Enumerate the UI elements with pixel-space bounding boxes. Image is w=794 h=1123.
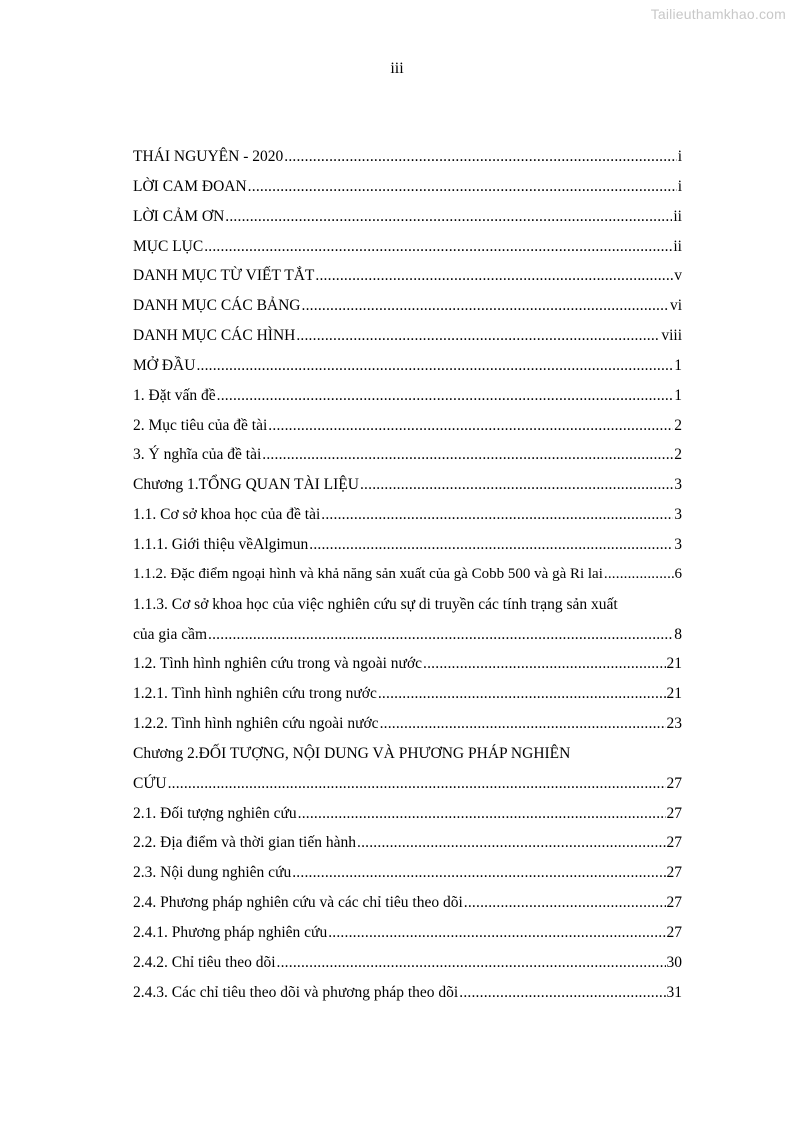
toc-entry-page: 23 [666, 715, 682, 733]
toc-entry[interactable] [133, 918, 682, 948]
toc-entry-label: 2.4.1. Phương pháp nghiên cứu [133, 923, 328, 941]
toc-entry[interactable] [133, 709, 682, 739]
dot-leader [315, 261, 673, 291]
toc-entry-label: DANH MỤC CÁC HÌNH [133, 327, 296, 345]
toc-entry-label: 1.1.1. Giới thiệu vềAlgimun [133, 535, 309, 553]
toc-entry-page: 30 [666, 953, 682, 971]
toc-entry-label: 2.4. Phương pháp nghiên cứu và các chỉ tiêu theo dõi [133, 894, 463, 912]
toc-entry-label: 1.1.2. Đặc điểm ngoại hình và khả năng sản xuất của gà Cobb 500 và gà Ri lai [133, 565, 603, 582]
toc-entry[interactable] [133, 321, 682, 351]
dot-leader [328, 918, 665, 948]
dot-leader [292, 858, 665, 888]
toc-entry-page: 1 [674, 386, 682, 404]
toc-entry[interactable] [133, 978, 682, 1008]
dot-leader [296, 321, 660, 351]
toc-entry-label: Chương 1.TỔNG QUAN TÀI LIỆU [133, 476, 359, 494]
toc-entry-label: 2.4.3. Các chỉ tiêu theo dõi và phương pháp theo dõi [133, 983, 459, 1001]
toc-entry-label: 1.2.1. Tình hình nghiên cứu trong nước [133, 685, 377, 703]
toc-entry[interactable] [133, 411, 682, 441]
toc-entry[interactable] [133, 381, 682, 411]
dot-leader [168, 769, 666, 799]
toc-entry-label: CỨU [133, 774, 167, 792]
toc-entry-label: của gia cầm [133, 625, 208, 643]
dot-leader [268, 411, 673, 441]
toc-entry-label: LỜI CẢM ƠN [133, 207, 225, 225]
toc-entry[interactable] [133, 858, 682, 888]
dot-leader [321, 500, 673, 530]
dot-leader [464, 888, 666, 918]
dot-leader [459, 978, 665, 1008]
dot-leader [196, 351, 673, 381]
toc-entry[interactable] [133, 620, 682, 650]
dot-leader [248, 172, 677, 202]
dot-leader [262, 440, 673, 470]
dot-leader [378, 679, 666, 709]
toc-entry-page: 27 [666, 804, 682, 822]
toc-entry-page: v [674, 267, 682, 285]
watermark: Tailieuthamkhao.com [650, 6, 786, 22]
toc-entry[interactable] [133, 470, 682, 500]
toc-entry-label: DANH MỤC CÁC BẢNG [133, 297, 301, 315]
toc-entry-page: 8 [674, 625, 682, 643]
toc-entry-label: 2. Mục tiêu của đề tài [133, 416, 268, 434]
toc-entry-continued-line[interactable]: 1.1.3. Cơ sở khoa học của việc nghiên cứu sự di truyền các tính trạng sản xuất [133, 595, 618, 613]
dot-leader [360, 470, 673, 500]
toc-entry-label: 3. Ý nghĩa của đề tài [133, 446, 262, 464]
toc-entry-label: 2.3. Nội dung nghiên cứu [133, 864, 292, 882]
toc-entry-page: 3 [674, 535, 682, 553]
dot-leader [357, 828, 666, 858]
toc-entry-page: 21 [666, 685, 682, 703]
dot-leader [284, 142, 676, 172]
toc-entry[interactable] [133, 172, 682, 202]
toc-entry-page: 2 [674, 416, 682, 434]
toc-entry[interactable] [133, 679, 682, 709]
toc-entry-label: 1. Đặt vấn đề [133, 386, 216, 404]
toc-entry[interactable] [133, 440, 682, 470]
toc-entry-label: MỤC LỤC [133, 237, 204, 255]
toc-entry[interactable] [133, 261, 682, 291]
toc-entry-page: 3 [674, 476, 682, 494]
toc-entry[interactable] [133, 560, 682, 590]
toc-entry-page: 27 [666, 834, 682, 852]
toc-entry-label: LỜI CAM ĐOAN [133, 177, 247, 195]
dot-leader [217, 381, 674, 411]
toc-entry-page: ii [673, 237, 682, 255]
toc-entry-page: 27 [666, 923, 682, 941]
toc-entry[interactable] [133, 799, 682, 829]
dot-leader [423, 649, 665, 679]
toc-entry[interactable] [133, 351, 682, 381]
toc-entry-page: 21 [666, 655, 682, 673]
toc-entry[interactable] [133, 649, 682, 679]
dot-leader [204, 232, 672, 262]
toc-entry[interactable] [133, 530, 682, 560]
page-number: iii [390, 60, 404, 77]
toc-entry-page: i [677, 148, 682, 165]
toc-entry-page: viii [661, 327, 682, 345]
dot-leader [225, 202, 672, 232]
toc-entry[interactable] [133, 828, 682, 858]
toc-entry-page: ii [673, 207, 682, 225]
toc-entry[interactable] [133, 888, 682, 918]
dot-leader [604, 560, 674, 590]
toc-entry-label: 2.2. Địa điểm và thời gian tiến hành [133, 834, 356, 852]
dot-leader [309, 530, 673, 560]
toc-entry-page: 6 [674, 565, 682, 582]
dot-leader [277, 948, 666, 978]
dot-leader [298, 799, 666, 829]
toc-entry-label: 1.2. Tình hình nghiên cứu trong và ngoài nước [133, 655, 423, 673]
toc-entry[interactable] [133, 142, 682, 172]
toc-entry-page: 2 [674, 446, 682, 464]
toc-entry-label: THÁI NGUYÊN - 2020 [133, 148, 284, 165]
toc-entry[interactable] [133, 232, 682, 262]
toc-entry-page: 1 [674, 356, 682, 374]
toc-entry-label: DANH MỤC TỪ VIẾT TẮT [133, 267, 315, 285]
toc-entry-label: MỞ ĐẦU [133, 356, 196, 374]
dot-leader [302, 291, 669, 321]
toc-entry[interactable] [133, 291, 682, 321]
toc-entry-label: 2.4.2. Chỉ tiêu theo dõi [133, 953, 276, 971]
toc-entry-page: i [677, 177, 682, 195]
toc-entry[interactable] [133, 769, 682, 799]
toc-entry-page: 27 [666, 774, 682, 792]
table-of-contents [133, 142, 682, 1007]
toc-entry-page: 31 [666, 983, 682, 1001]
dot-leader [208, 620, 673, 650]
toc-entry-label: 2.1. Đối tượng nghiên cứu [133, 804, 297, 822]
toc-entry-page: 3 [674, 506, 682, 524]
toc-entry-page: 27 [666, 894, 682, 912]
toc-entry[interactable] [133, 500, 682, 530]
toc-entry-label: 1.1. Cơ sở khoa học của đề tài [133, 506, 321, 524]
toc-entry-page: 27 [666, 864, 682, 882]
toc-entry[interactable] [133, 948, 682, 978]
toc-entry-continued-line[interactable]: Chương 2.ĐỐI TƯỢNG, NỘI DUNG VÀ PHƯƠNG PHÁP NGHIÊN [133, 744, 571, 762]
dot-leader [380, 709, 666, 739]
toc-entry-label: 1.2.2. Tình hình nghiên cứu ngoài nước [133, 715, 379, 733]
toc-entry-page: vi [669, 297, 682, 315]
toc-entry[interactable] [133, 202, 682, 232]
